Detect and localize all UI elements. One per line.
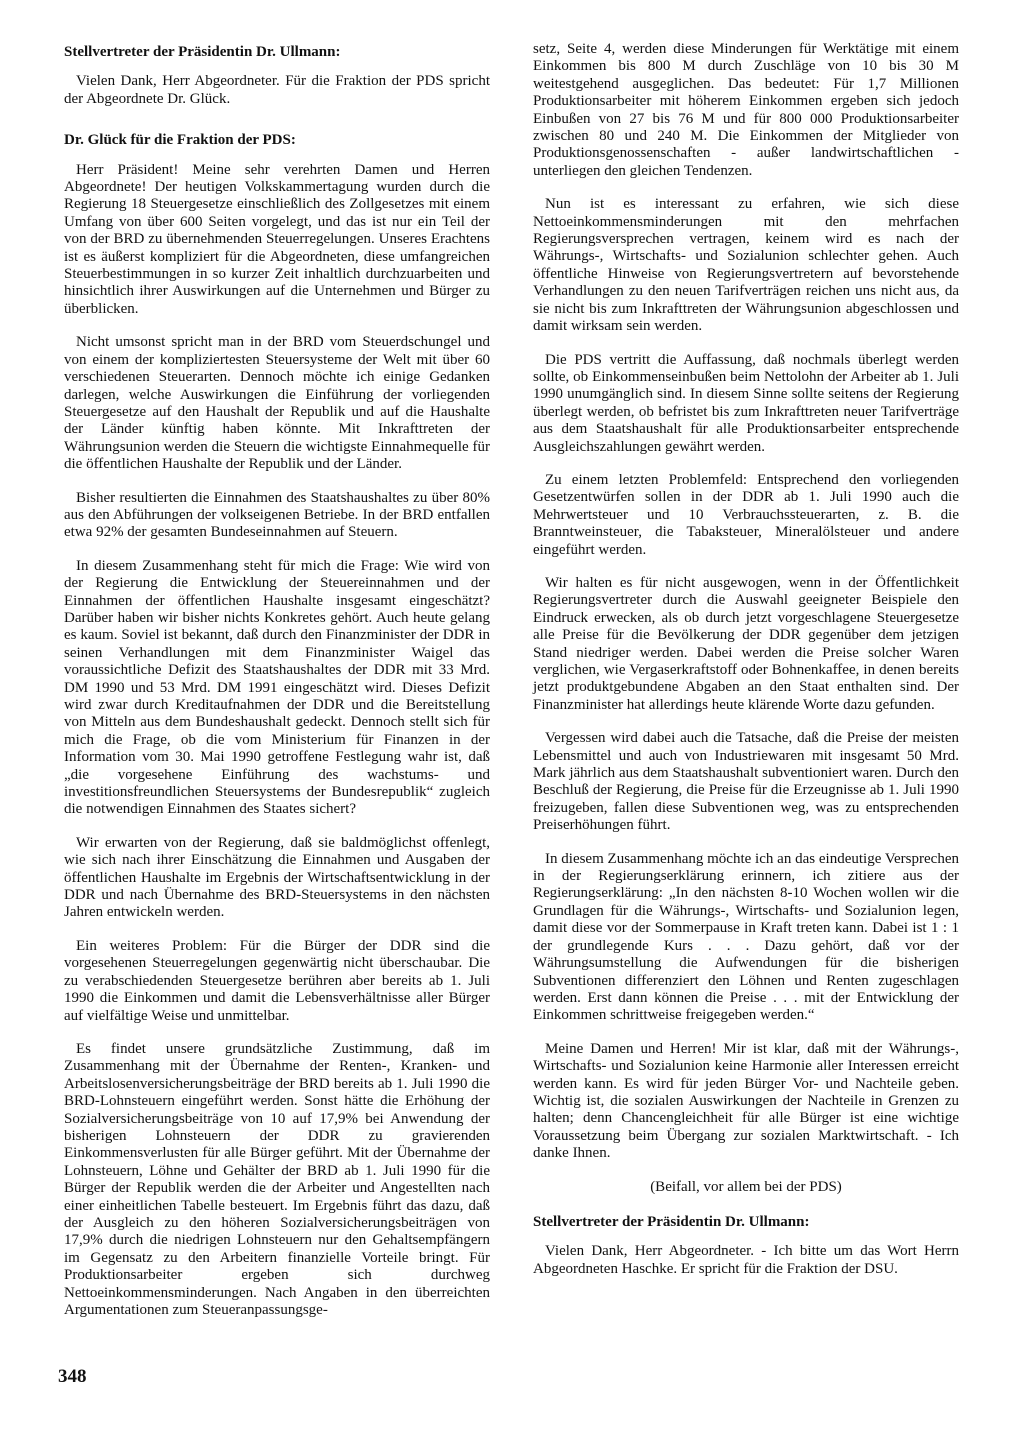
paragraph: Vielen Dank, Herr Abgeordneter. - Ich bitte um das Wort Herrn Abgeordneten Haschke. Er spricht für die Fraktion der DSU. [533, 1243, 959, 1277]
paragraph: In diesem Zusammenhang steht für mich die Frage: Wie wird von der Regierung die Entwicklung der Steuereinnahmen und der Einnahmen der öffentlichen Haushalte insgesamt eingeschätzt? Darüber haben wir bisher nichts Konkretes gehört. Auch heute gelang es kaum. Soviel ist bekannt, daß durch den Finanzminister der DDR in seinen Verhandlungen mit dem Finanzminister Waigel das voraussichtliche Defizit des Staatshaushaltes der DDR mit 33 Mrd. DM 1990 und 53 Mrd. DM 1991 eingeschätzt wird. Dieses Defizit wird zwar durch Kreditaufnahmen der DDR und die Bereitstellung von Mitteln aus dem Bundeshaushalt gedeckt. Dennoch stellt sich für mich die Frage, ob die vom Ministerium für Finanzen in der Information vom 30. Mai 1990 getroffene Festlegung wahr ist, daß „die vorgesehene Einführung des wachstums- und investitionsfreundlichen Steuersystems der Bundesrepublik“ zugleich die notwendigen Einnahmen des Staates sichert? [64, 557, 490, 818]
paragraph: Meine Damen und Herren! Mir ist klar, daß mit der Währungs-, Wirtschafts- und Sozialunion keine Harmonie aller Interessen erreicht werden kann. Es wird für jeden Bürger Vor- und Nachteile geben. Wichtig ist, die sozialen Auswirkungen der Nachteile in Grenzen zu halten; denn Chancengleichheit für alle Bürger ist eine wichtige Voraussetzung beim Übergang zur sozialen Marktwirtschaft. - Ich danke Ihnen. [533, 1040, 959, 1162]
paragraph: Die PDS vertritt die Auffassung, daß nochmals überlegt werden sollte, ob Einkommenseinbußen beim Nettolohn der Arbeiter ab 1. Juli 1990 unumgänglich sind. In diesem Sinne sollte seitens der Regierung überlegt werden, ob befristet bis zum Inkrafttreten neuer Tarifverträge aus dem Staatshaushalt für alle Produktionsarbeiter entsprechende Ausgleichszahlungen gewährt werden. [533, 351, 959, 455]
page-number: 348 [58, 1366, 87, 1387]
paragraph: Es findet unsere grundsätzliche Zustimmung, daß im Zusammenhang mit der Übernahme der Renten-, Kranken- und Arbeitslosenversicherungsbeiträge der BRD bereits ab 1. Juli 1990 die BRD-Lohnsteuern eingeführt werden. Sonst hätte die Erhöhung der Sozialversicherungsbeiträge von 10 auf 17,9% bei Anwendung der bisherigen Lohnsteuern der DDR zu gravierenden Einkommensverlusten für alle Bürger geführt. Mit der Übernahme der Lohnsteuern, Löhne und Gehälter der BRD ab 1. Juli 1990 für die Bürger der Republik werden die der Arbeiter und Angestellten nach einer einheitlichen Tabelle besteuert. Im Ergebnis führt das dazu, daß der Ausgleich zu den höheren Sozialversicherungsbeiträgen von 17,9% durch die niedrigen Lohnsteuern nur den Gehaltsempfängern im Gegensatz zu den Arbeitern finanzielle Vorteile bringt. Für Produktionsarbeiter ergeben sich durchweg Nettoeinkommensminderungen. Nach Angaben in den überreichten Argumentationen zum Steueranpassungsge- [64, 1040, 490, 1318]
speaker-heading: Stellvertreter der Präsidentin Dr. Ullmann: [64, 44, 341, 60]
paragraph: In diesem Zusammenhang möchte ich an das eindeutige Versprechen in der Regierungserklärung erinnern, ich zitiere aus der Regierungserklärung: „In den nächsten 8-10 Wochen wollen wir die Grundlagen für die Währungs-, Wirtschafts- und Sozialunion legen, damit diese vor der Sommerpause in Kraft treten kann. Dabei ist 1 : 1 der grundlegende Kurs . . . Dazu gehört, daß vor der Währungsumstellung die Aufwendungen für die bisherigen Subventionen differenziert den Löhnen und Renten zugeschlagen werden. Erst dann können die Preise . . . mit der Entwicklung der Einkommen schrittweise freigegeben werden.“ [533, 850, 959, 1024]
paragraph: Ein weiteres Problem: Für die Bürger der DDR sind die vorgesehenen Steuerregelungen gegenwärtig nicht überschaubar. Die zu verabschiedenden Steuergesetze berühren aber bereits ab 1. Juli 1990 die Einkommen und damit die Lebensverhältnisse aller Bürger auf vielfältige Weise und unmittelbar. [64, 937, 490, 1024]
paragraph: Vergessen wird dabei auch die Tatsache, daß die Preise der meisten Lebensmittel und auch von Industriewaren mit insgesamt 50 Mrd. Mark jährlich aus dem Staatshaushalt subventioniert waren. Durch den Beschluß der Regierung, die Preise für die Erzeugnisse ab 1. Juli 1990 freizugeben, fallen diese Subventionen weg, was zu entsprechenden Preiserhöhungen führt. [533, 730, 959, 834]
left-column [64, 44, 490, 1335]
speaker-heading: Stellvertreter der Präsidentin Dr. Ullmann: [533, 1213, 810, 1230]
paragraph: Nun ist es interessant zu erfahren, wie sich diese Nettoeinkommensminderungen mit den mehrfachen Regierungsversprechen vertragen, keinem wird es nach der Währungs-, Wirtschafts- und Sozialunion schlechter gehen. Auch öffentliche Hinweise von Regierungsvertretern auf bevorstehende Verhandlungen zu den neuen Tarifverträgen reichen uns nicht aus, da sie nicht bis zum Inkrafttreten der Währungsunion abgeschlossen und damit wirksam sein werden. [533, 196, 959, 335]
paragraph: Bisher resultierten die Einnahmen des Staatshaushaltes zu über 80% aus den Abführungen der volkseigenen Betriebe. In der BRD entfallen etwa 92% der gesamten Bundeseinnahmen auf Steuern. [64, 489, 490, 541]
paragraph: Wir erwarten von der Regierung, daß sie baldmöglichst offenlegt, wie sich nach ihrer Einschätzung die Einnahmen und Ausgaben der öffentlichen Haushalte im Ergebnis der Wirtschaftsentwicklung in der DDR und nach Übernahme des BRD-Steuersystems in den nächsten Jahren entwickeln werden. [64, 834, 490, 921]
paragraph: Vielen Dank, Herr Abgeordneter. Für die Fraktion der PDS spricht der Abgeordnete Dr. Glück. [64, 73, 490, 107]
right-column [533, 41, 959, 1294]
paragraph: Wir halten es für nicht ausgewogen, wenn in der Öffentlichkeit Regierungsvertreter durch die Auswahl geeigneter Beispiele den Eindruck erwecken, als ob durch jetzt vorgeschlagene Steuergesetze alle Preise für die Bevölkerung der DDR gegenüber dem jetzigen Stand niedriger werden. Dabei werden die Preise solcher Waren verglichen, wie Vergaserkraftstoff oder Bohnenkaffee, in denen bereits jetzt produktgebundene Abgaben an den Staat enthalten sind. Der Finanzminister hat allerdings heute klärende Worte dazu gefunden. [533, 574, 959, 713]
paragraph: Herr Präsident! Meine sehr verehrten Damen und Herren Abgeordnete! Der heutigen Volkskammertagung wurden durch die Regierung 18 Steuergesetze einschließlich des Zollgesetzes mit einem Umfang von über 600 Seiten vorgelegt, und das ist nur ein Teil der von der BRD zu übernehmenden Steuerregelungen. Unseres Erachtens ist es äußerst kompliziert für die Abgeordneten, diese umfangreichen Steuerbestimmungen in so kurzer Zeit inhaltlich durchzuarbeiten und hinsichtlich ihrer Auswirkungen auf die Unternehmen und Bürger zu überblicken. [64, 161, 490, 317]
speaker-heading: Dr. Glück für die Fraktion der PDS: [64, 132, 296, 149]
paragraph-continued: setz, Seite 4, werden diese Minderungen für Werktätige mit einem Einkommen bis 800 M durch Zuschläge von 10 bis 30 M weitestgehend ausgeglichen. Das bedeutet: Für 1,7 Millionen Produktionsarbeiter mit höherem Einkommen ergeben sich jedoch Einbußen von 27 bis 76 M und für 800 000 Produktionsarbeiter zwischen 80 und 240 M. Die Einkommen der Mitglieder von Produktionsgenossenschaften - außer landwirtschaftlichen - unterliegen den gleichen Tendenzen. [533, 41, 959, 179]
paragraph: Nicht umsonst spricht man in der BRD vom Steuerdschungel und von einem der kompliziertesten Steuersysteme der Welt mit über 60 verschiedenen Steuerarten. Dennoch möchte ich einige Gedanken darlegen, welche Auswirkungen die Einführung der vorliegenden Steuergesetze auf den Haushalt der Republik und auf die Haushalte der Länder künftig haben könnte. Mit Inkrafttreten der Währungsunion werden die Steuern die wichtigste Einnahmequelle für die öffentlichen Haushalte der Republik und der Länder. [64, 334, 490, 473]
applause-note: (Beifall, vor allem bei der PDS) [650, 1178, 842, 1195]
paragraph: Zu einem letzten Problemfeld: Entsprechend den vorliegenden Gesetzentwürfen sollen in der DDR ab 1. Juli 1990 auch die Mehrwertsteuer und 10 Verbrauchssteuerarten, z. B. die Branntweinsteuer, die Tabaksteuer, Mineralölsteuer und andere eingeführt werden. [533, 471, 959, 558]
